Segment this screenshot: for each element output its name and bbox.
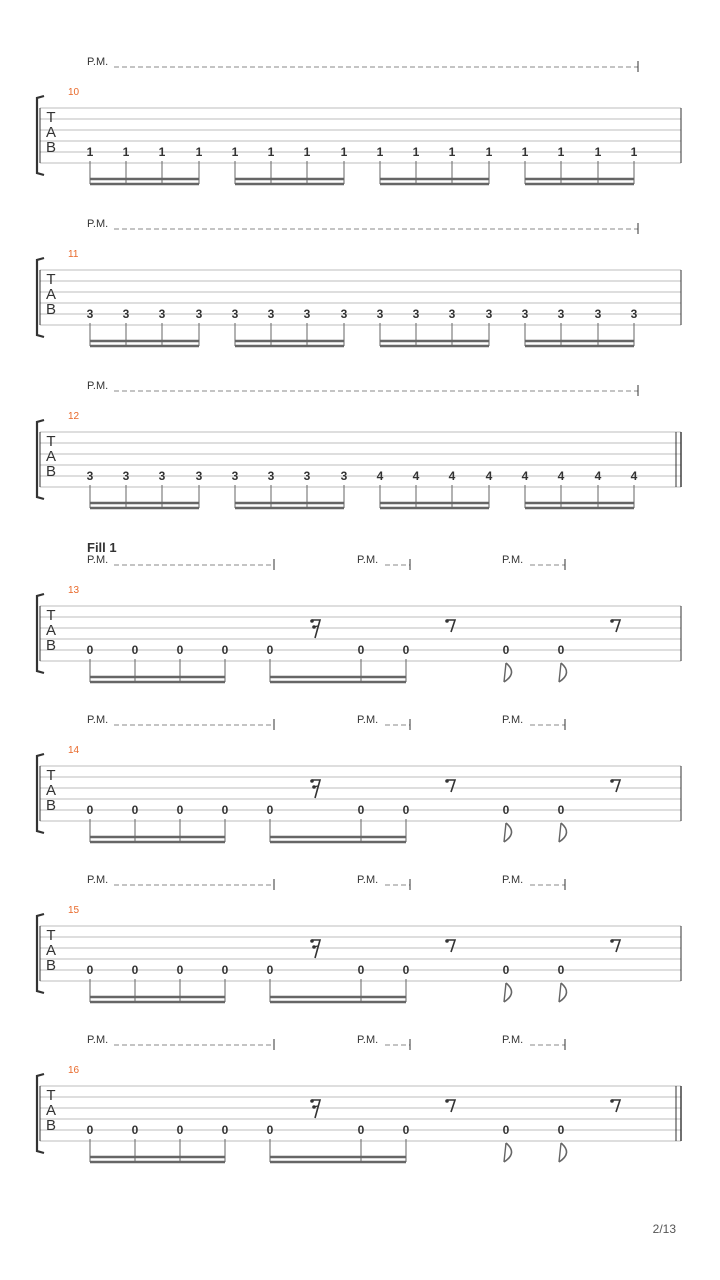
tab-clef-letter: A [45,622,57,639]
fret-number: 0 [502,1123,510,1137]
tab-clef-letter: B [45,301,57,318]
sixteenth-rest [312,1100,320,1118]
note-stem [504,983,506,1002]
note-stem [559,823,561,842]
tab-clef-letter: A [45,942,57,959]
fret-number: 1 [485,145,493,159]
note-stem [504,1143,506,1162]
rest-dot [310,619,314,623]
fret-number: 1 [557,145,565,159]
fret-number: 0 [402,963,410,977]
palm-mute-label: P.M. [502,714,524,726]
measure-number: 11 [68,249,79,260]
measure-number: 16 [68,1065,80,1076]
tab-clef-letter: A [45,124,57,141]
fret-number: 0 [357,643,365,657]
fret-number: 0 [502,963,510,977]
fret-number: 0 [221,963,229,977]
fret-number: 1 [158,145,166,159]
fret-number: 0 [86,803,94,817]
fret-number: 0 [176,643,184,657]
tab-clef-letter: T [46,607,56,624]
tab-system-11 [37,249,681,346]
fret-number: 4 [412,469,420,483]
tab-clef-letter: A [45,782,57,799]
tab-clef-letter: A [45,1102,57,1119]
fret-number: 0 [557,1123,565,1137]
fret-number: 3 [122,307,130,321]
palm-mute-label: P.M. [357,714,379,726]
fret-number: 0 [221,643,229,657]
fret-number: 1 [448,145,456,159]
palm-mute-label: P.M. [502,554,524,566]
fret-number: 0 [357,963,365,977]
palm-mute-label: P.M. [357,874,379,886]
fret-number: 1 [303,145,311,159]
tab-clef-letter: B [45,797,57,814]
fret-number: 0 [131,963,139,977]
rest-dot [445,939,449,943]
measure-number: 15 [68,905,80,916]
fret-number: 1 [594,145,602,159]
rest-dot [310,1099,314,1103]
fret-number: 3 [448,307,456,321]
fret-number: 3 [267,307,275,321]
rest-dot [610,939,614,943]
palm-mute-label: P.M. [87,56,109,68]
note-stem [559,663,561,682]
fret-number: 1 [231,145,239,159]
rest-dot [610,1099,614,1103]
rest-dot [445,779,449,783]
sixteenth-rest [312,780,320,798]
tab-clef-letter: B [45,139,57,156]
fret-number: 1 [86,145,94,159]
tab-system-16 [37,1065,681,1162]
note-stem [504,663,506,682]
page-number: 2/13 [652,1222,676,1236]
fret-number: 4 [557,469,565,483]
fret-number: 1 [376,145,384,159]
fret-number: 1 [412,145,420,159]
fret-number: 3 [158,469,166,483]
fret-number: 4 [594,469,602,483]
measure-number: 12 [68,411,80,422]
rest-flag [313,786,318,787]
fret-number: 0 [402,1123,410,1137]
fret-number: 0 [176,963,184,977]
tab-system-15 [37,905,681,1002]
fret-number: 0 [176,803,184,817]
tab-system-10 [37,87,681,184]
fret-number: 0 [266,1123,274,1137]
rest-flag [313,1106,318,1107]
fret-number: 0 [557,803,565,817]
fret-number: 0 [266,643,274,657]
rest-dot [610,779,614,783]
fret-number: 3 [122,469,130,483]
tab-clef-letter: B [45,463,57,480]
note-stem [559,1143,561,1162]
fret-number: 4 [485,469,493,483]
fret-number: 3 [485,307,493,321]
fret-number: 1 [122,145,130,159]
fret-number: 0 [86,963,94,977]
rest-dot [445,1099,449,1103]
tab-clef-letter: T [46,271,56,288]
measure-number: 14 [68,745,80,756]
fret-number: 3 [376,307,384,321]
fret-number: 0 [502,803,510,817]
fret-number: 0 [131,803,139,817]
fret-number: 4 [630,469,638,483]
note-stem [559,983,561,1002]
tab-clef-letter: T [46,927,56,944]
note-stem [504,823,506,842]
palm-mute-label: P.M. [87,554,109,566]
fret-number: 0 [502,643,510,657]
fret-number: 3 [594,307,602,321]
fret-number: 3 [86,469,94,483]
fret-number: 0 [357,803,365,817]
fret-number: 0 [221,1123,229,1137]
fret-number: 0 [402,643,410,657]
tab-clef-letter: B [45,637,57,654]
section-label: Fill 1 [87,540,117,555]
palm-mute-label: P.M. [502,1034,524,1046]
palm-mute-label: P.M. [87,874,109,886]
measure-number: 13 [68,585,80,596]
fret-number: 3 [630,307,638,321]
palm-mute-label: P.M. [87,380,109,392]
fret-number: 1 [630,145,638,159]
fret-number: 4 [521,469,529,483]
tab-clef-letter: T [46,1087,56,1104]
palm-mute-label: P.M. [357,1034,379,1046]
fret-number: 0 [86,643,94,657]
tab-clef-letter: T [46,109,56,126]
palm-mute-label: P.M. [357,554,379,566]
palm-mute-label: P.M. [87,714,109,726]
fret-number: 0 [266,963,274,977]
palm-mute-label: P.M. [87,1034,109,1046]
fret-number: 3 [231,469,239,483]
fret-number: 0 [176,1123,184,1137]
fret-number: 3 [86,307,94,321]
fret-number: 3 [340,307,348,321]
tab-clef-letter: A [45,286,57,303]
fret-number: 3 [521,307,529,321]
sixteenth-rest [312,620,320,638]
rest-flag [313,946,318,947]
fret-number: 3 [195,307,203,321]
fret-number: 3 [267,469,275,483]
tab-clef-letter: B [45,957,57,974]
fret-number: 4 [448,469,456,483]
fret-number: 0 [557,643,565,657]
fret-number: 0 [221,803,229,817]
fret-number: 1 [340,145,348,159]
fret-number: 0 [557,963,565,977]
fret-number: 0 [131,643,139,657]
fret-number: 4 [376,469,384,483]
tab-clef-letter: T [46,767,56,784]
fret-number: 0 [131,1123,139,1137]
rest-dot [310,779,314,783]
sixteenth-rest [312,940,320,958]
fret-number: 3 [303,469,311,483]
rest-flag [313,626,318,627]
fret-number: 3 [557,307,565,321]
palm-mute-label: P.M. [87,218,109,230]
fret-number: 0 [86,1123,94,1137]
tab-clef-letter: T [46,433,56,450]
fret-number: 3 [303,307,311,321]
fret-number: 0 [357,1123,365,1137]
rest-dot [445,619,449,623]
fret-number: 3 [231,307,239,321]
fret-number: 3 [340,469,348,483]
rest-dot [310,939,314,943]
fret-number: 1 [267,145,275,159]
tab-system-12 [37,411,681,508]
fret-number: 3 [195,469,203,483]
fret-number: 3 [158,307,166,321]
rest-dot [610,619,614,623]
measure-number: 10 [68,87,80,98]
fret-number: 1 [521,145,529,159]
tab-system-14 [37,745,681,842]
tab-clef-letter: B [45,1117,57,1134]
fret-number: 0 [402,803,410,817]
palm-mute-label: P.M. [502,874,524,886]
fret-number: 3 [412,307,420,321]
fret-number: 1 [195,145,203,159]
fret-number: 0 [266,803,274,817]
tab-clef-letter: A [45,448,57,465]
